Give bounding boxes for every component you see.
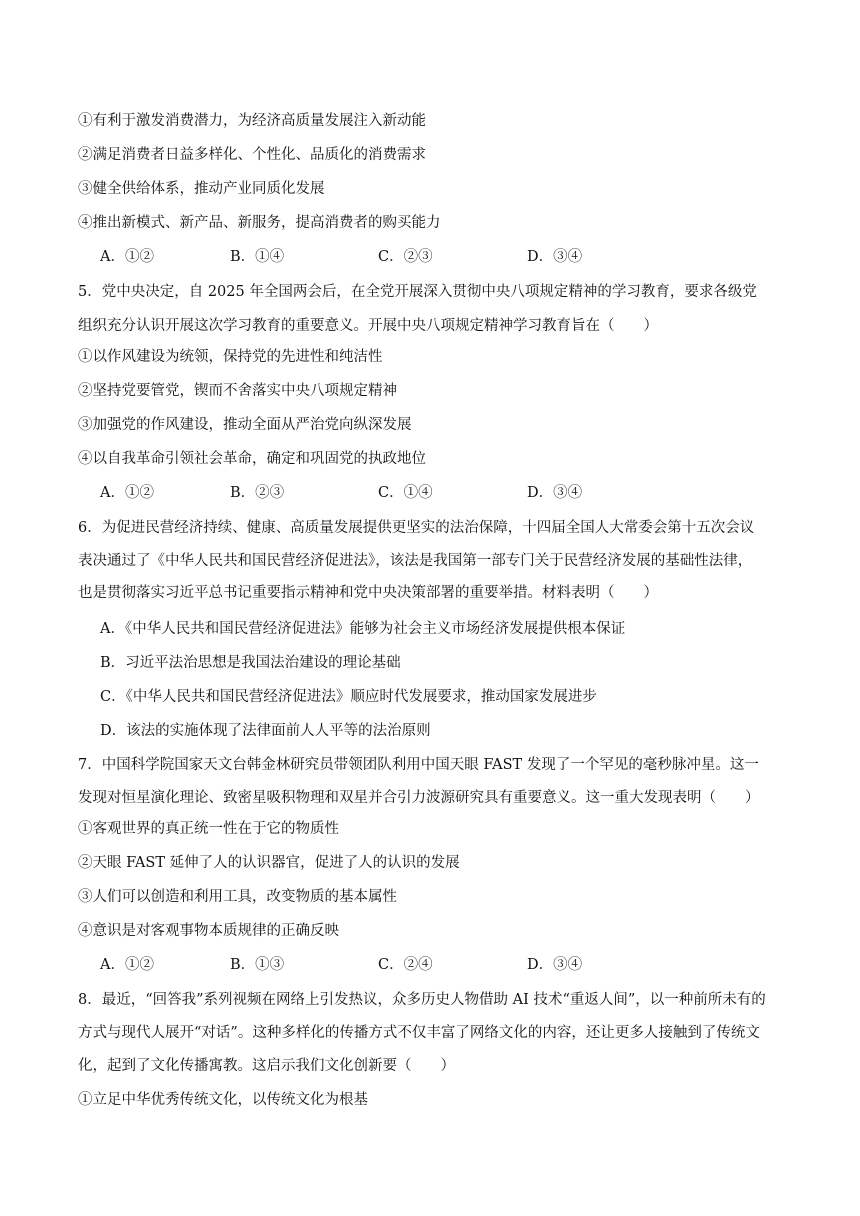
q5-option-d: D．③④ bbox=[527, 485, 583, 501]
q4-option-b: B．①④ bbox=[230, 249, 285, 265]
q6-option-d: D．该法的实施体现了法律面前人人平等的法治原则 bbox=[100, 723, 431, 739]
q4-option-a: A．①② bbox=[100, 249, 154, 265]
q6-stem-line-2: 表决通过了《中华人民共和国民营经济促进法》，该法是我国第一部专门关于民营经济发展的基础性法律， bbox=[78, 553, 753, 569]
q7-stem-line-2: 发现对恒星演化理论、致密星吸积物理和双星并合引力波源研究具有重要意义。这一重大发现表明（ ） bbox=[78, 790, 760, 806]
q8-statement-1: ①立足中华优秀传统文化，以传统文化为根基 bbox=[78, 1092, 368, 1108]
q5-option-c: C．①④ bbox=[378, 485, 433, 501]
q4-option-c: C．②③ bbox=[378, 249, 433, 265]
q7-option-c: C．②④ bbox=[378, 957, 433, 973]
q5-stem-line-1: 5．党中央决定，自 2025 年全国两会后，在全党开展深入贯彻中央八项规定精神的学习教育，要求各级党 bbox=[78, 284, 757, 300]
q8-stem-line-1: 8．最近，“回答我”系列视频在网络上引发热议，众多历史人物借助 AI 技术“重返人间”，以一种前所未有的 bbox=[78, 992, 766, 1008]
q7-statement-2: ②天眼 FAST 延伸了人的认识器官，促进了人的认识的发展 bbox=[78, 855, 460, 871]
q7-statement-4: ④意识是对客观事物本质规律的正确反映 bbox=[78, 923, 339, 939]
q7-option-d: D．③④ bbox=[527, 957, 583, 973]
q8-stem-line-3: 化，起到了文化传播寓教。这启示我们文化创新要（ ） bbox=[78, 1058, 455, 1074]
q4-option-d: D．③④ bbox=[527, 249, 583, 265]
q5-statement-4: ④以自我革命引领社会革命，确定和巩固党的执政地位 bbox=[78, 451, 426, 467]
q6-option-c: C．《中华人民共和国民营经济促进法》顺应时代发展要求，推动国家发展进步 bbox=[100, 689, 597, 705]
q4-statement-4: ④推出新模式、新产品、新服务，提高消费者的购买能力 bbox=[78, 215, 441, 231]
q6-option-b: B．习近平法治思想是我国法治建设的理论基础 bbox=[100, 655, 401, 671]
q5-option-a: A．①② bbox=[100, 485, 154, 501]
q7-statement-1: ①客观世界的真正统一性在于它的物质性 bbox=[78, 821, 339, 837]
q7-stem-line-1: 7．中国科学院国家天文台韩金林研究员带领团队利用中国天眼 FAST 发现了一个罕见的毫秒脉冲星。这一 bbox=[78, 757, 759, 773]
q7-option-a: A．①② bbox=[100, 957, 154, 973]
q5-stem-line-2: 组织充分认识开展这次学习教育的重要意义。开展中央八项规定精神学习教育旨在（ ） bbox=[78, 318, 658, 334]
q7-statement-3: ③人们可以创造和利用工具，改变物质的基本属性 bbox=[78, 889, 397, 905]
q5-statement-1: ①以作风建设为统领，保持党的先进性和纯洁性 bbox=[78, 349, 383, 365]
q8-stem-line-2: 方式与现代人展开“对话”。这种多样化的传播方式不仅丰富了网络文化的内容，还让更多人接触到了传统文 bbox=[78, 1025, 760, 1041]
q7-option-b: B．①③ bbox=[230, 957, 285, 973]
q4-statement-3: ③健全供给体系，推动产业同质化发展 bbox=[78, 181, 325, 197]
q5-statement-2: ②坚持党要管党，锲而不舍落实中央八项规定精神 bbox=[78, 383, 397, 399]
q4-statement-2: ②满足消费者日益多样化、个性化、品质化的消费需求 bbox=[78, 147, 426, 163]
q5-statement-3: ③加强党的作风建设，推动全面从严治党向纵深发展 bbox=[78, 417, 412, 433]
q6-stem-line-1: 6．为促进民营经济持续、健康、高质量发展提供更坚实的法治保障，十四届全国人大常委会第十五次会议 bbox=[78, 520, 755, 536]
q4-statement-1: ①有利于激发消费潜力，为经济高质量发展注入新动能 bbox=[78, 113, 426, 129]
q6-option-a: A．《中华人民共和国民营经济促进法》能够为社会主义市场经济发展提供根本保证 bbox=[100, 621, 626, 637]
q6-stem-line-3: 也是贯彻落实习近平总书记重要指示精神和党中央决策部署的重要举措。材料表明（ ） bbox=[78, 585, 658, 601]
q5-option-b: B．②③ bbox=[230, 485, 285, 501]
